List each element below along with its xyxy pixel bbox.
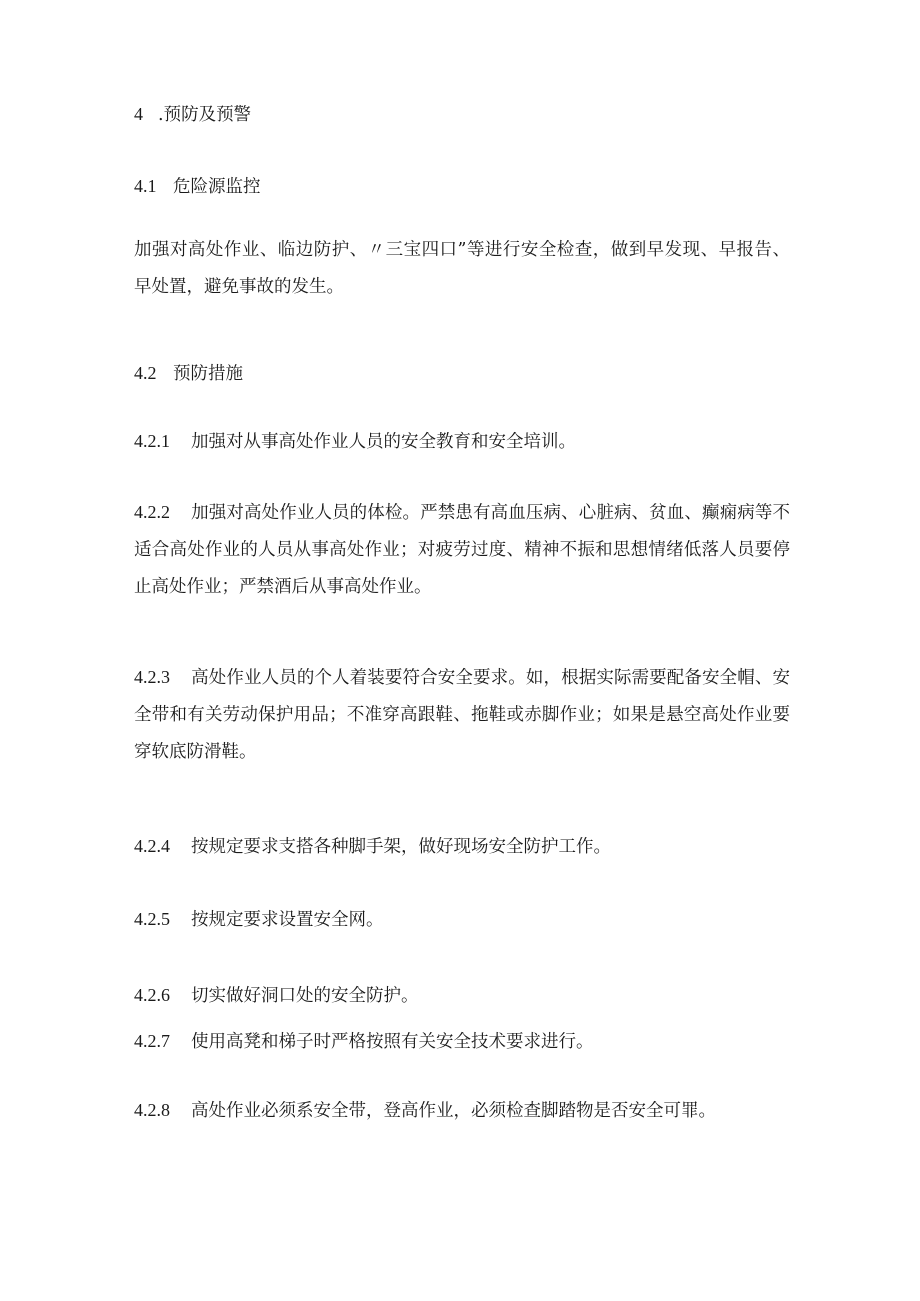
item-text: 按规定要求设置安全网。	[191, 910, 384, 930]
item-number: 4.2.5	[134, 909, 170, 929]
item-number: 4.2.4	[134, 836, 170, 856]
section-4-2-heading	[134, 355, 794, 393]
section-number: 4.1	[134, 176, 157, 196]
item-4-2-6	[134, 977, 790, 1015]
item-number: 4.2.8	[134, 1100, 170, 1120]
item-4-2-2	[134, 494, 790, 606]
item-text: 使用高凳和梯子时严格按照有关安全技术要求进行。	[191, 1032, 594, 1052]
item-text: 切实做好洞口处的安全防护。	[191, 986, 419, 1006]
item-number: 4.2.6	[134, 985, 170, 1005]
item-text: 按规定要求支搭各种脚手架，做好现场安全防护工作。	[191, 837, 611, 857]
item-text: 高处作业人员的个人着装要符合安全要求。如，根据实际需要配备安全帽、安全带和有关劳动保护用品；不准穿高跟鞋、拖鞋或赤脚作业；如果是悬空高处作业要穿软底防滑鞋。	[134, 668, 790, 762]
item-4-2-5	[134, 901, 790, 939]
item-text: 高处作业必须系安全带，登高作业，必须检查脚踏物是否安全可罪。	[191, 1101, 716, 1121]
item-text: 加强对从事高处作业人员的安全教育和安全培训。	[191, 432, 576, 452]
section-4-heading	[134, 96, 794, 134]
item-4-2-7	[134, 1023, 790, 1061]
item-number: 4.2.3	[134, 667, 170, 687]
section-number: 4	[134, 104, 143, 124]
section-4-1-heading	[134, 168, 794, 206]
item-text: 加强对高处作业人员的体检。严禁患有高血压病、心脏病、贫血、癫痫病等不适合高处作业的人员从事高处作业；对疲劳过度、精神不振和思想情绪低落人员要停止高处作业；严禁酒后从事高处作业。	[134, 503, 790, 597]
item-4-2-3	[134, 659, 790, 771]
item-number: 4.2.7	[134, 1031, 170, 1051]
item-number: 4.2.2	[134, 502, 170, 522]
item-number: 4.2.1	[134, 431, 170, 451]
section-title: 预防措施	[173, 364, 243, 384]
item-4-2-8	[134, 1092, 790, 1130]
section-4-1-body: 加强对高处作业、临边防护、〃三宝四口”等进行安全检查，做到早发现、早报告、早处置，避免事故的发生。	[134, 240, 790, 297]
item-4-2-4	[134, 828, 790, 866]
item-4-2-1	[134, 423, 790, 461]
section-title: .预防及预警	[158, 105, 252, 125]
section-title: 危险源监控	[173, 177, 261, 197]
section-number: 4.2	[134, 363, 157, 383]
